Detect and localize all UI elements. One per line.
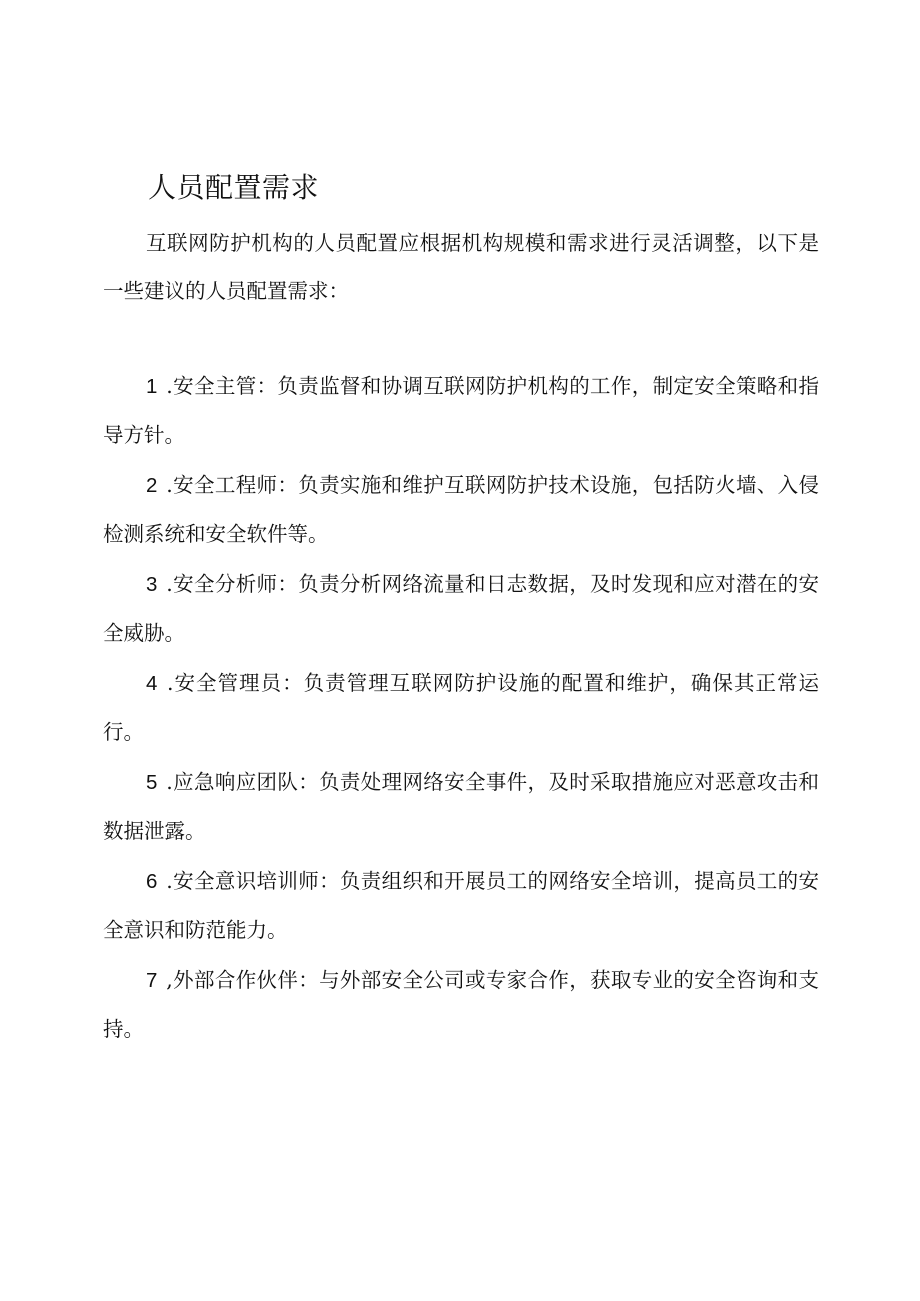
list-item — [103, 560, 819, 657]
list-item — [103, 362, 819, 459]
item-number: 2 — [146, 474, 160, 497]
item-text: 外部合作伙伴：与外部安全公司或专家合作，获取专业的安全咨询和支持。 — [103, 968, 819, 1041]
item-separator: . — [166, 374, 173, 398]
item-separator: . — [166, 473, 173, 497]
item-number: 6 — [146, 870, 160, 893]
list-item — [103, 461, 819, 558]
item-number: 4 — [146, 672, 160, 695]
list-item — [103, 956, 819, 1053]
list-item — [103, 857, 819, 954]
item-number: 1 — [146, 375, 160, 398]
item-separator: . — [166, 572, 173, 596]
item-text: 安全分析师：负责分析网络流量和日志数据，及时发现和应对潜在的安全威胁。 — [103, 572, 819, 645]
item-text: 安全意识培训师：负责组织和开展员工的网络安全培训，提高员工的安全意识和防范能力。 — [103, 869, 819, 942]
section-heading: 人员配置需求 — [148, 171, 320, 204]
item-separator: . — [166, 671, 174, 695]
item-number: 5 — [146, 771, 160, 794]
item-number: 3 — [146, 573, 160, 596]
staffing-list — [103, 362, 819, 1055]
item-separator: . — [166, 869, 173, 893]
item-number: 7 — [146, 969, 160, 992]
item-text: 应急响应团队：负责处理网络安全事件，及时采取措施应对恶意攻击和数据泄露。 — [103, 770, 819, 843]
list-item — [103, 659, 819, 756]
intro-paragraph: 互联网防护机构的人员配置应根据机构规模和需求进行灵活调整，以下是一些建议的人员配置需求： — [103, 231, 819, 303]
item-text: 安全主管：负责监督和协调互联网防护机构的工作，制定安全策略和指导方针。 — [103, 374, 819, 447]
item-text: 安全管理员：负责管理互联网防护设施的配置和维护，确保其正常运行。 — [103, 671, 819, 744]
list-item — [103, 758, 819, 855]
item-separator: , — [166, 968, 173, 992]
item-separator: . — [166, 770, 173, 794]
item-text: 安全工程师：负责实施和维护互联网防护技术设施，包括防火墙、入侵检测系统和安全软件等。 — [103, 473, 819, 546]
